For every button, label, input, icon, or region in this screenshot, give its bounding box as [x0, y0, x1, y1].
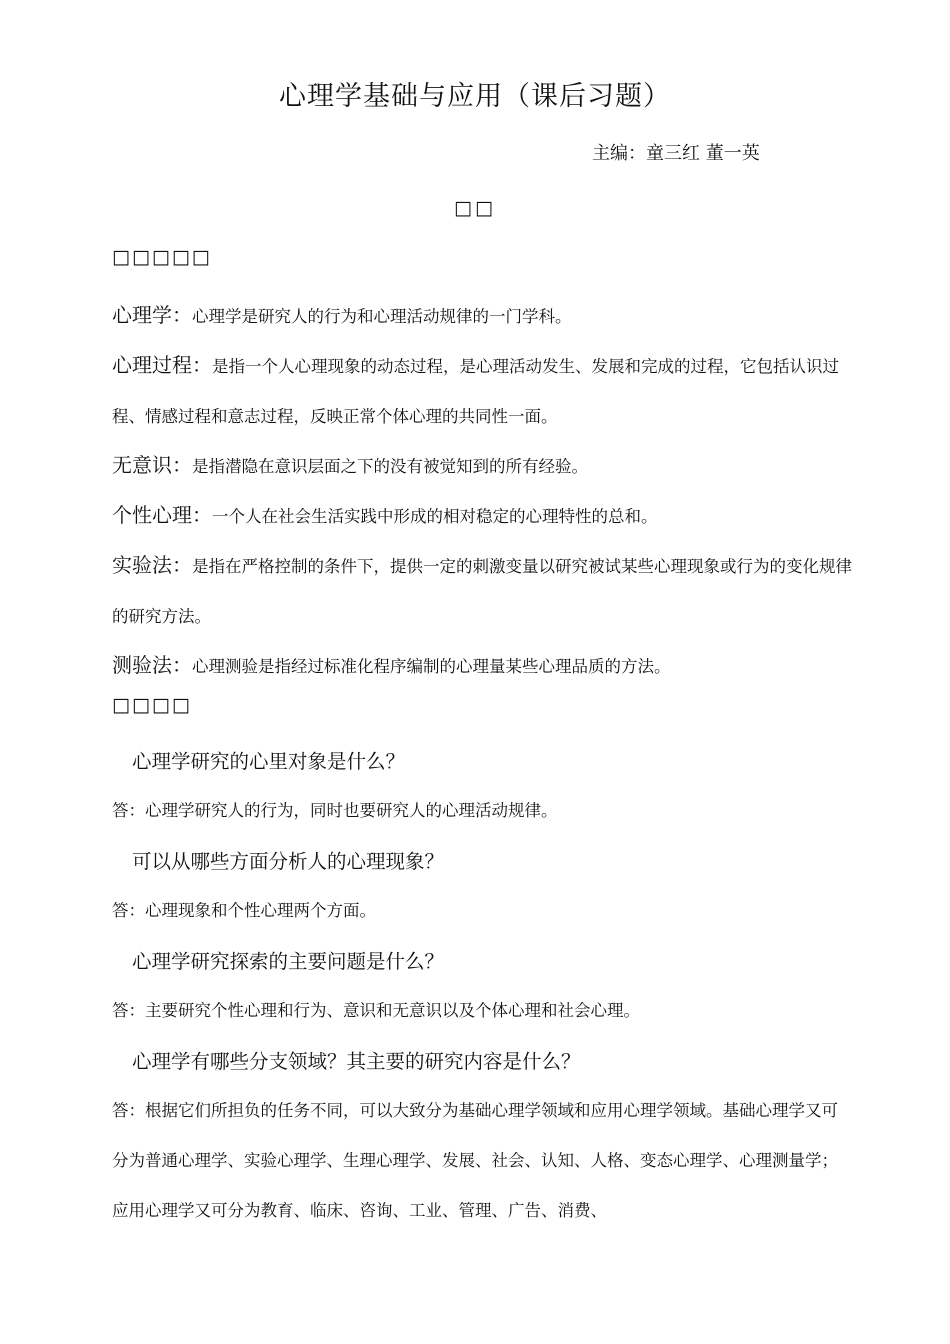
- definition-text: 是指一个人心理现象的动态过程，是心理活动发生、发展和完成的过程，它包括认识过程、情感过程和意志过程，反映正常个体心理的共同性一面。: [112, 357, 839, 426]
- answer-4: 答：根据它们所担负的任务不同，可以大致分为基础心理学领域和应用心理学领域。基础心理学又可分为普通心理学、实验心理学、生理心理学、发展、社会、认知、人格、变态心理学、心理测量学；应用心理学又可分为教育、临床、咨询、工业、管理、广告、消费、: [112, 1101, 838, 1220]
- definition-term: 测验法：: [112, 653, 192, 677]
- document-title: 心理学基础与应用（课后习题）: [279, 81, 671, 112]
- answer-2: 答：心理现象和个性心理两个方面。: [112, 901, 376, 920]
- definition-term: 心理过程：: [112, 353, 212, 377]
- editor-line: 主编：童三红 董一英: [592, 143, 760, 164]
- definition-term: 无意识：: [112, 453, 192, 477]
- question-1: 心理学研究的心里对象是什么？: [132, 750, 406, 773]
- definition-text: 心理学是研究人的行为和心理活动规律的一门学科。: [192, 307, 572, 326]
- answer-1: 答：心理学研究人的行为，同时也要研究人的心理活动规律。: [112, 801, 558, 820]
- definition-term: 个性心理：: [112, 503, 212, 527]
- definition-text: 一个人在社会生活实践中形成的相对稳定的心理特性的总和。: [212, 507, 658, 526]
- definition-psychology: [112, 290, 852, 342]
- chapter-heading: □□: [454, 197, 496, 219]
- definition-test: [112, 640, 852, 692]
- definition-unconscious: [112, 440, 852, 492]
- section-heading-questions: □□□□: [112, 694, 192, 716]
- question-2: 可以从哪些方面分析人的心理现象？: [132, 850, 445, 873]
- definition-term: 心理学：: [112, 303, 192, 327]
- definition-mental-process: [112, 340, 852, 442]
- definition-personality: [112, 490, 852, 542]
- definition-text: 是指潜隐在意识层面之下的没有被觉知到的所有经验。: [192, 457, 588, 476]
- question-4: 心理学有哪些分支领域？其主要的研究内容是什么？: [132, 1050, 581, 1073]
- question-3: 心理学研究探索的主要问题是什么？: [132, 950, 445, 973]
- definition-text: 心理测验是指经过标准化程序编制的心理量某些心理品质的方法。: [192, 657, 671, 676]
- definition-text: 是指在严格控制的条件下，提供一定的刺激变量以研究被试某些心理现象或行为的变化规律的研究方法。: [112, 557, 852, 626]
- section-heading-terms: □□□□□: [112, 246, 212, 268]
- definition-term: 实验法：: [112, 553, 192, 577]
- definition-experiment: [112, 540, 852, 642]
- answer-3: 答：主要研究个性心理和行为、意识和无意识以及个体心理和社会心理。: [112, 1001, 640, 1020]
